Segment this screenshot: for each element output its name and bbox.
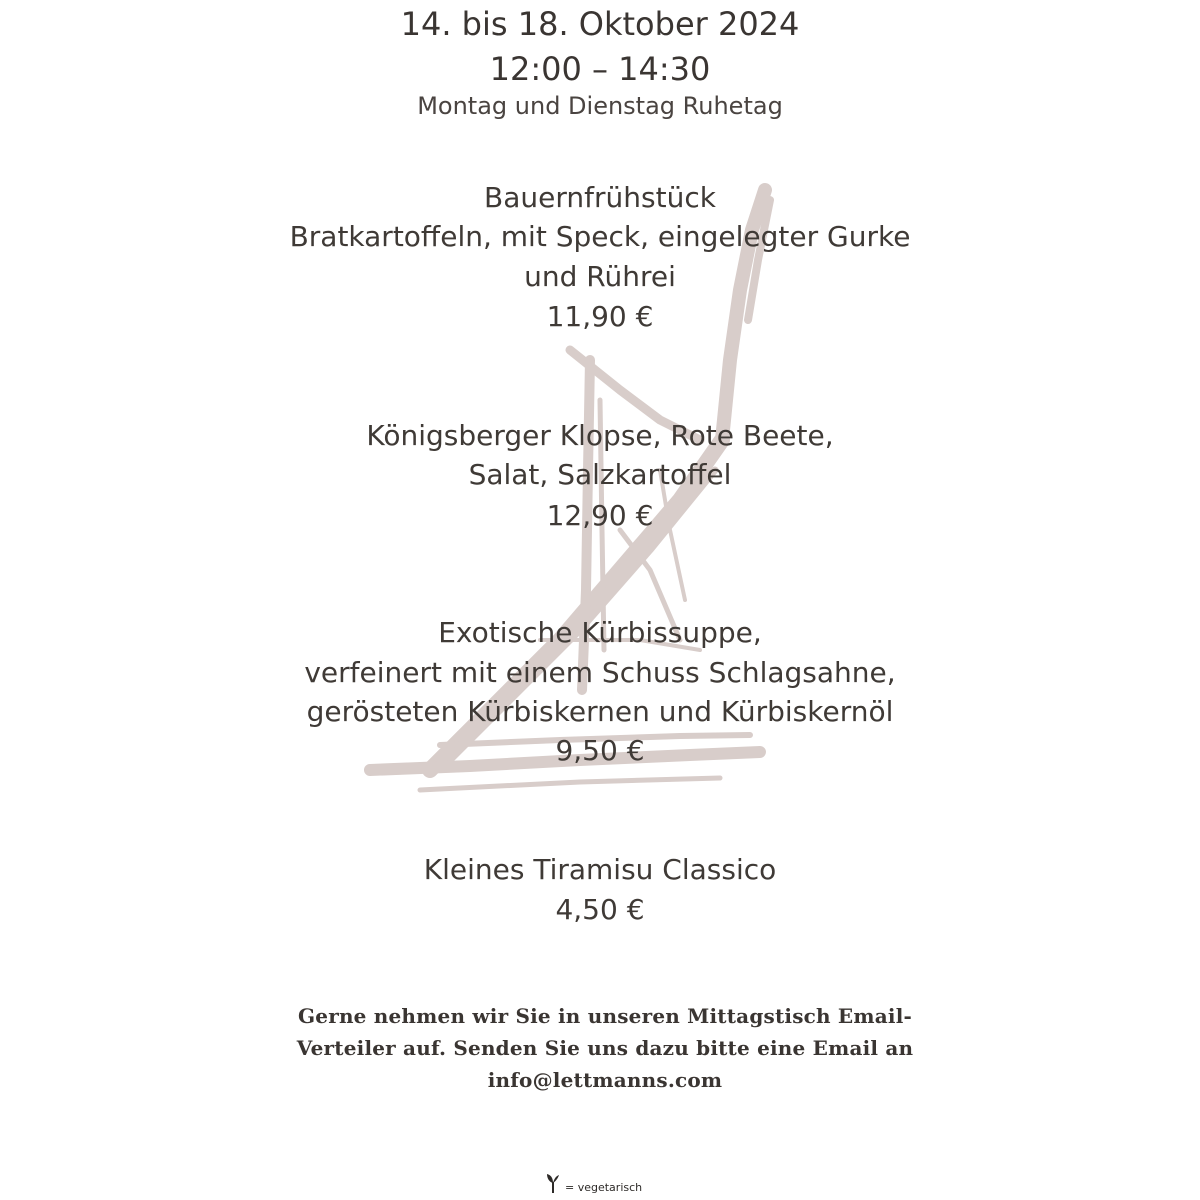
- contact-email[interactable]: info@lettmanns.com: [487, 1068, 723, 1092]
- vegetarian-sprout-icon: [545, 1172, 561, 1194]
- dish-2-description: Salat, Salzkartoffel: [468, 458, 732, 491]
- time-range: 12:00 – 14:30: [489, 50, 711, 88]
- newsletter-line-1: Gerne nehmen wir Sie in unseren Mittagstisch Email-: [298, 1004, 912, 1028]
- dish-3-price: 9,50 €: [555, 734, 645, 767]
- dish-2-title: Königsberger Klopse, Rote Beete,: [366, 419, 834, 452]
- newsletter-note: [250, 1000, 960, 1096]
- dish-3-description: verfeinert mit einem Schuss Schlagsahne,: [304, 656, 896, 689]
- dish-3-title: Exotische Kürbissuppe,: [438, 616, 762, 649]
- date-range: 14. bis 18. Oktober 2024: [400, 5, 800, 43]
- closed-days-note: Montag und Dienstag Ruhetag: [417, 92, 783, 120]
- vegetarian-legend: [545, 1172, 642, 1194]
- dish-1-description: und Rührei: [524, 260, 676, 293]
- dish-1-description: Bratkartoffeln, mit Speck, eingelegter Gurke: [289, 220, 911, 253]
- newsletter-line-2: Verteiler auf. Senden Sie uns dazu bitte eine Email an: [296, 1036, 914, 1060]
- dish-4-title: Kleines Tiramisu Classico: [423, 853, 777, 886]
- dish-3-description: gerösteten Kürbiskernen und Kürbiskernöl: [306, 695, 894, 728]
- dish-4-price: 4,50 €: [555, 893, 645, 926]
- dish-1-price: 11,90 €: [546, 300, 654, 333]
- legend-label: = vegetarisch: [565, 1181, 643, 1194]
- dish-1-title: Bauernfrühstück: [484, 181, 716, 214]
- dish-2-price: 12,90 €: [546, 499, 654, 532]
